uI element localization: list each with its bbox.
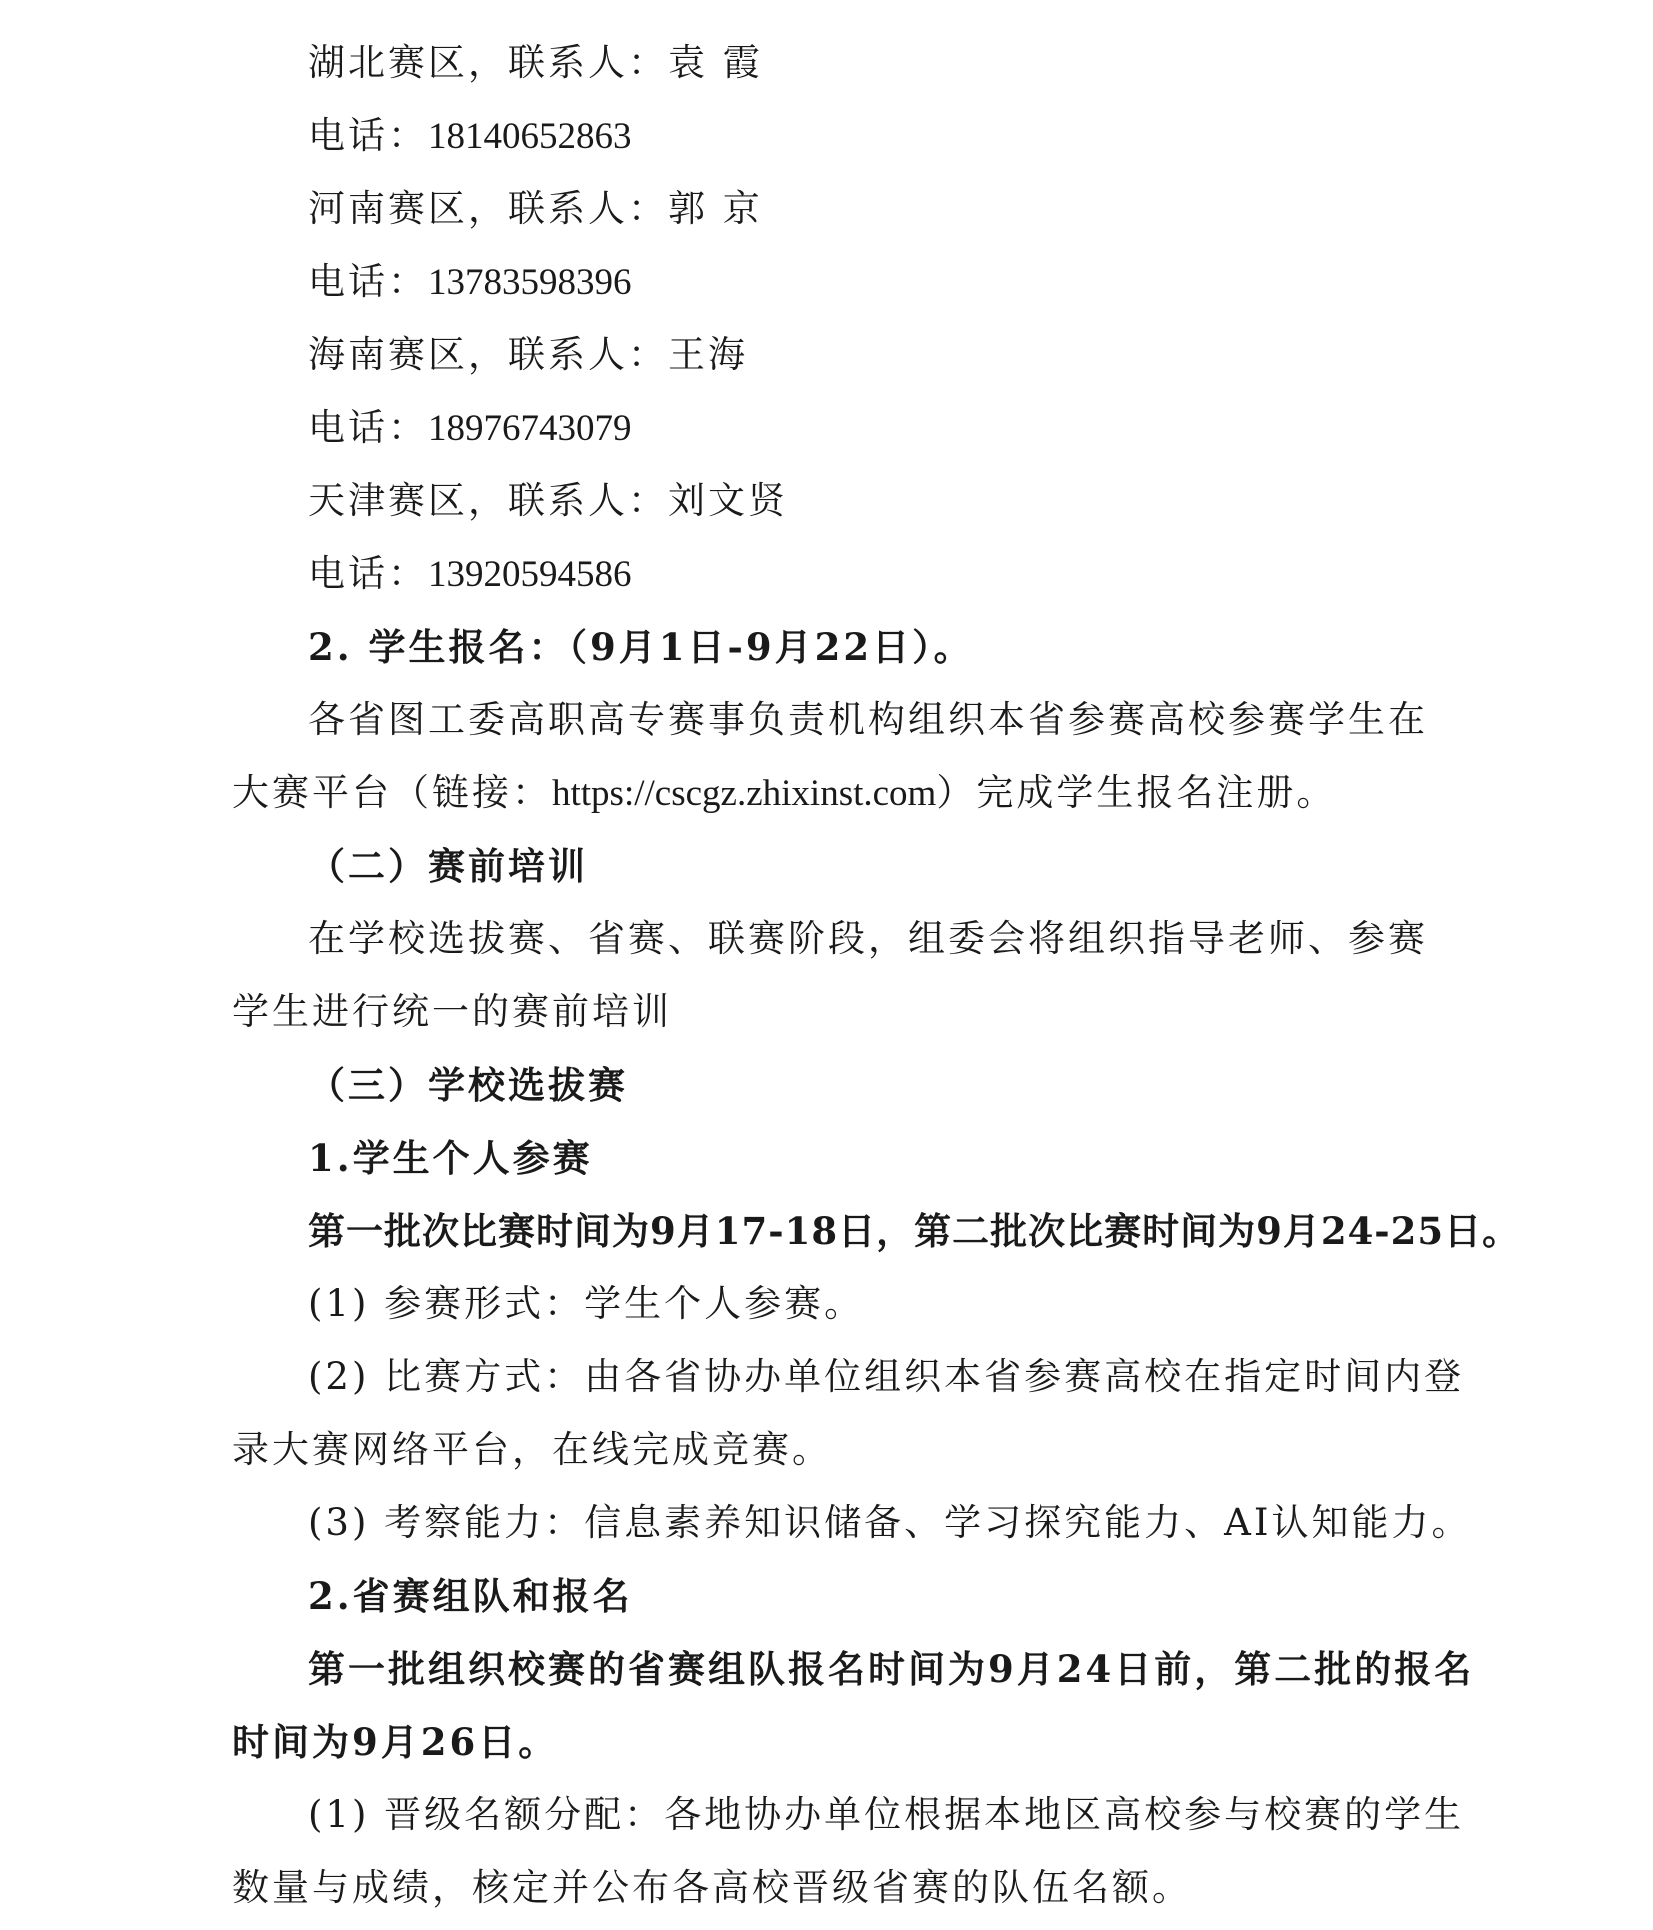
pre-training-body-line2: 学生进行统一的赛前培训 bbox=[232, 990, 672, 1033]
school-selection-heading: （三）学校选拔赛 bbox=[308, 1063, 628, 1107]
contact-phone-hubei bbox=[308, 111, 1453, 162]
quota-allocation-line2: 数量与成绩，核定并公布各高校晋级省赛的队伍名额。 bbox=[232, 1866, 1192, 1909]
item-participation-form: (1) 参赛形式：学生个人参赛。 bbox=[308, 1282, 865, 1325]
pre-training-body-line1: 在学校选拔赛、省赛、联赛阶段，组委会将组织指导老师、参赛 bbox=[308, 917, 1428, 960]
student-registration-heading: 2. 学生报名：（9月1日-9月22日）。 bbox=[308, 625, 974, 669]
contact-region-hainan: 海南赛区，联系人：王海 bbox=[308, 333, 748, 376]
provincial-schedule-line1: 第一批组织校赛的省赛组队报名时间为9月24日前，第二批的报名 bbox=[308, 1647, 1475, 1691]
body-suffix: ）完成学生报名注册。 bbox=[936, 771, 1337, 814]
contact-phone-henan bbox=[308, 257, 1453, 308]
phone-label: 电话： bbox=[308, 406, 428, 449]
individual-participation-heading: 1.学生个人参赛 bbox=[308, 1136, 593, 1180]
contact-region-tianjin: 天津赛区，联系人：刘文贤 bbox=[308, 479, 788, 522]
phone-number: 13920594586 bbox=[428, 554, 632, 595]
item-competition-method-line1: (2) 比赛方式：由各省协办单位组织本省参赛高校在指定时间内登 bbox=[308, 1355, 1465, 1398]
contact-phone-hainan bbox=[308, 403, 1453, 454]
registration-link[interactable]: https://cscgz.zhixinst.com bbox=[552, 773, 937, 814]
item-competition-method-line2: 录大赛网络平台，在线完成竞赛。 bbox=[232, 1428, 832, 1471]
item-assessment-ability: (3) 考察能力：信息素养知识储备、学习探究能力、AI认知能力。 bbox=[308, 1501, 1472, 1544]
phone-number: 13783598396 bbox=[428, 262, 632, 303]
phone-label: 电话： bbox=[308, 552, 428, 595]
phone-label: 电话： bbox=[308, 114, 428, 157]
provincial-schedule-line2: 时间为9月26日。 bbox=[232, 1720, 559, 1764]
pre-training-heading: （二）赛前培训 bbox=[308, 844, 588, 888]
student-registration-body-line1: 各省图工委高职高专赛事负责机构组织本省参赛高校参赛学生在 bbox=[308, 698, 1428, 741]
student-registration-body-line2 bbox=[232, 768, 1453, 819]
contact-region-henan: 河南赛区，联系人：郭 京 bbox=[308, 187, 763, 230]
provincial-team-heading: 2.省赛组队和报名 bbox=[308, 1574, 633, 1618]
phone-number: 18140652863 bbox=[428, 116, 632, 157]
quota-allocation-line1: (1) 晋级名额分配：各地协办单位根据本地区高校参与校赛的学生 bbox=[308, 1793, 1465, 1836]
contact-phone-tianjin bbox=[308, 549, 1453, 600]
phone-number: 18976743079 bbox=[428, 408, 632, 449]
contact-region-hubei: 湖北赛区，联系人：袁 霞 bbox=[308, 41, 763, 84]
body-prefix: 大赛平台（链接： bbox=[232, 771, 552, 814]
phone-label: 电话： bbox=[308, 260, 428, 303]
competition-schedule: 第一批次比赛时间为9月17-18日，第二批次比赛时间为9月24-25日。 bbox=[308, 1209, 1521, 1253]
